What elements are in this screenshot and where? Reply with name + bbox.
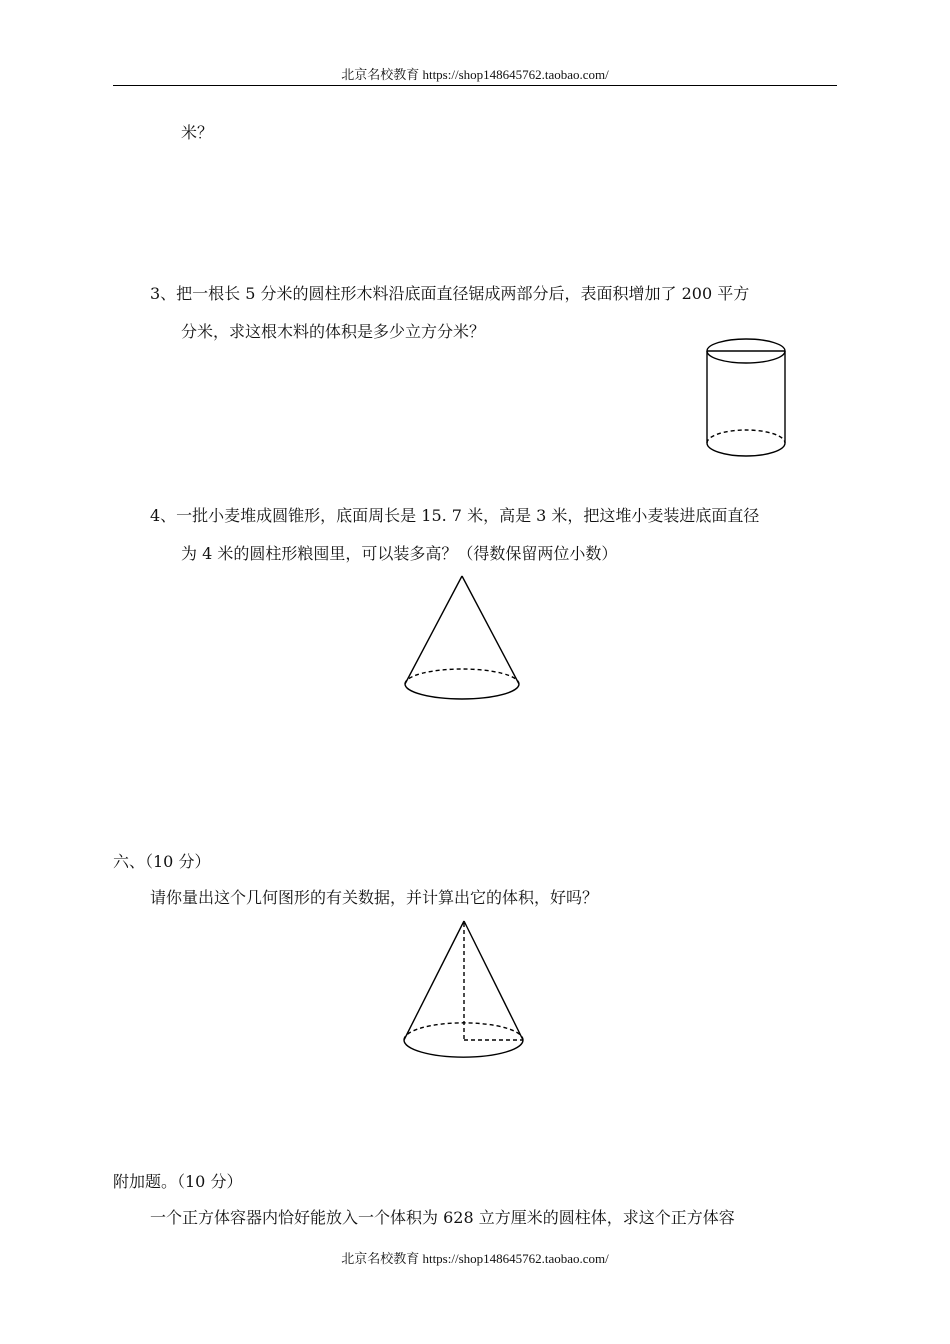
previous-question-tail: 米？ (181, 123, 214, 142)
q3-line2: 分米，求这根木料的体积是多少立方分米？ (181, 322, 486, 341)
page-footer: 北京名校教育 https://shop148645762.taobao.com/ (341, 1251, 609, 1266)
cone2-base-front (404, 1040, 523, 1057)
bonus-heading: 附加题。（10 分） (113, 1172, 243, 1191)
cone2-left-edge (404, 921, 464, 1040)
section6-heading: 六、（10 分） (113, 852, 211, 871)
cone-with-height-figure (398, 915, 528, 1065)
cone-figure (400, 570, 525, 705)
header-divider (113, 85, 837, 86)
cone2-right-edge (464, 921, 523, 1040)
page-header: 北京名校教育 https://shop148645762.taobao.com/ (341, 67, 609, 82)
cylinder-bottom-front (707, 443, 785, 456)
q4-line2: 为 4 米的圆柱形粮囤里，可以装多高？（得数保留两位小数） (181, 544, 618, 563)
cone-left-edge (405, 576, 462, 684)
cylinder-figure (700, 330, 792, 465)
q3-line1: 3、把一根长 5 分米的圆柱形木料沿底面直径锯成两部分后，表面积增加了 200 平方 (150, 284, 750, 303)
q4-line1: 4、一批小麦堆成圆锥形，底面周长是 15. 7 米，高是 3 米，把这堆小麦装进底面直径 (150, 506, 760, 525)
cone-base-front (405, 684, 519, 699)
bonus-body: 一个正方体容器内恰好能放入一个体积为 628 立方厘米的圆柱体，求这个正方体容 (150, 1208, 735, 1227)
cone-base-back (405, 669, 519, 684)
cone-right-edge (462, 576, 519, 684)
section6-body: 请你量出这个几何图形的有关数据，并计算出它的体积，好吗？ (150, 888, 599, 907)
cylinder-bottom-back (707, 430, 785, 443)
